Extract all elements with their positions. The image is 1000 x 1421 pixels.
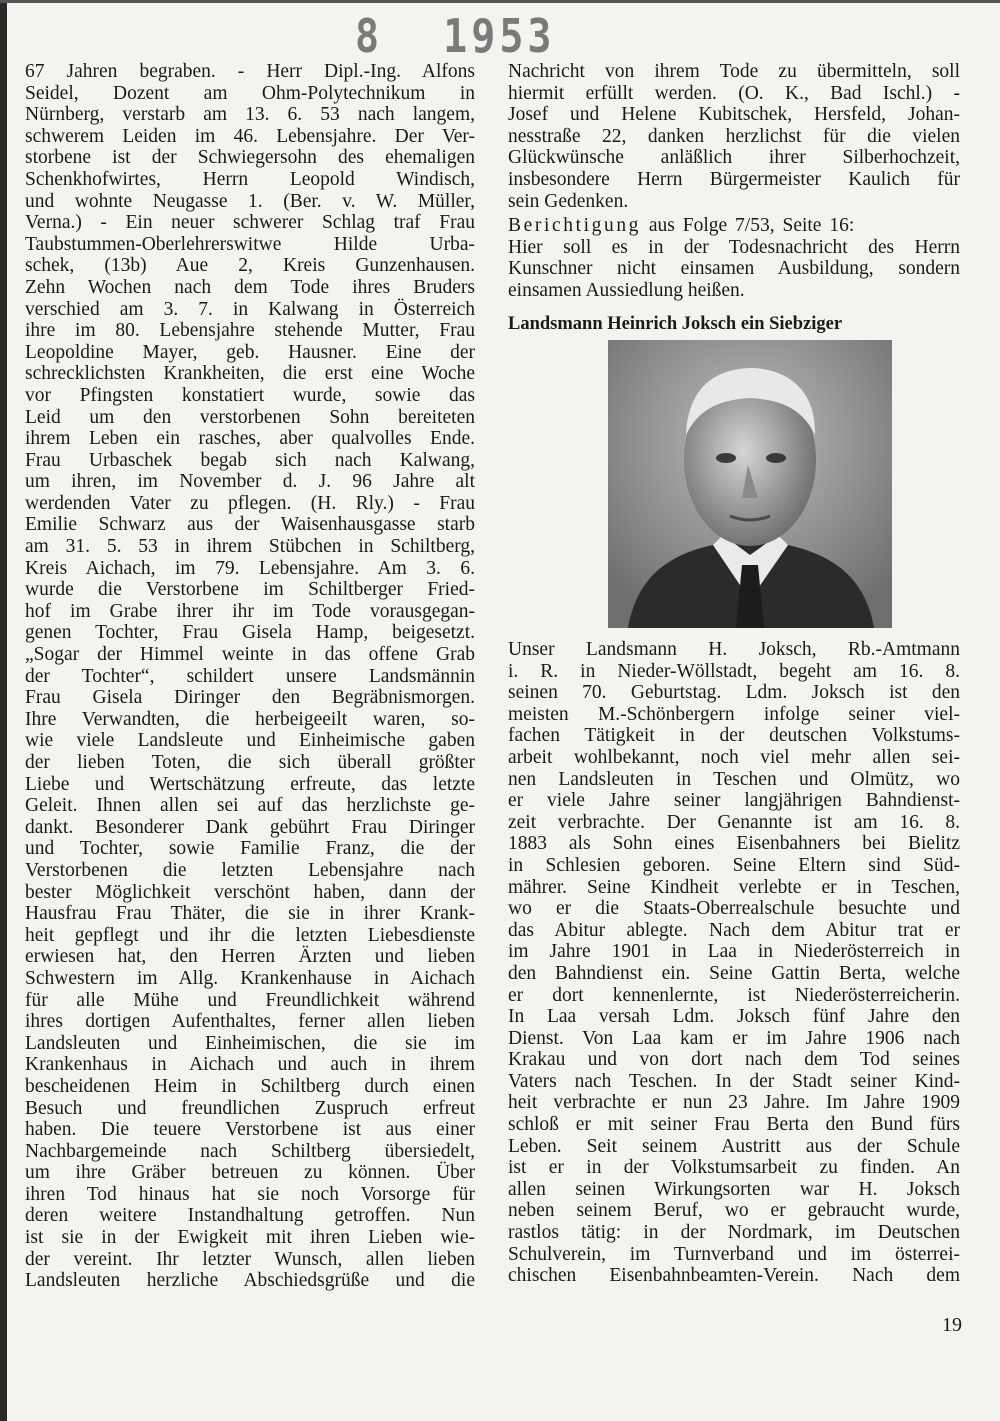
text-line: 67 Jahren begraben. - Herr Dipl.-Ing. Alfons: [25, 61, 475, 82]
text-line: am 31. 5. 53 in ihrem Stübchen in Schiltberg,: [25, 536, 475, 558]
text-line: Taubstummen-Oberlehrerswitwe Hilde Urba-: [25, 233, 475, 255]
text-line: den Bahndienst ein. Seine Gattin Berta, welche: [508, 962, 960, 984]
text-line: seinen 70. Geburtstag. Ldm. Joksch ist den: [508, 682, 960, 704]
text-line: schloß er mit seiner Frau Berta den Bund fürs: [508, 1114, 960, 1136]
text-line: in Schlesien geboren. Seine Eltern sind Süd-: [508, 854, 960, 876]
text-line: sein Gedenken.: [508, 190, 629, 212]
text-line: bester Möglichkeit verschönt haben, dann der: [25, 881, 475, 903]
text-line: Unser Landsmann H. Joksch, Rb.-Amtmann: [508, 639, 960, 660]
text-line: wo er die Staats-Oberrealschule besuchte und: [508, 898, 960, 920]
text-line: vor Pfingsten konstatiert wurde, sowie das: [25, 384, 475, 406]
text-line: hof im Grabe ihrer ihr im Tode vorausgegan-: [25, 600, 475, 622]
scan-edge-left: [0, 0, 7, 1421]
text-line: Nachbargemeinde nach Schiltberg übersiedelt,: [25, 1140, 475, 1162]
text-line: Besuch und freundlichen Zuspruch erfreut: [25, 1097, 475, 1119]
text-line: deren weitere Instandhaltung getroffen. Nun: [25, 1205, 475, 1227]
page-number: 19: [942, 1314, 962, 1336]
text-line: Hausfrau Frau Thäter, die sie in ihrer Krank-: [25, 903, 475, 925]
text-line: Hier soll es in der Todesnachricht des Herrn: [508, 236, 960, 258]
text-line: insbesondere Herrn Bürgermeister Kaulich für: [508, 168, 960, 190]
text-line: nesstraße 22, danken herzlichst für die vielen: [508, 125, 960, 147]
text-line: Kreis Aichach, im 79. Lebensjahre. Am 3. 6.: [25, 557, 475, 579]
text-line: Schulverein, im Turnverband und im österrei-: [508, 1243, 960, 1265]
text-line: Nachricht von ihrem Tode zu übermitteln, soll: [508, 61, 960, 82]
date-stamp: 8 1953: [355, 10, 556, 64]
text-line: Landsleuten herzliche Abschiedsgrüße und die: [25, 1270, 475, 1292]
text-line: Verna.) - Ein neuer schwerer Schlag traf Frau: [25, 212, 475, 234]
text-line: schek, (13b) Aue 2, Kreis Gunzenhausen.: [25, 255, 475, 277]
text-line: meisten M.-Schönbergern infolge seiner viel-: [508, 703, 960, 725]
text-line: der Tochter“, schildert unsere Landsmännin: [25, 665, 475, 687]
text-line: Kunschner nicht einsamen Ausbildung, sondern: [508, 258, 960, 280]
text-line: heit gepflegt und ihr die letzten Liebesdienste: [25, 924, 475, 946]
text-line: Landsleuten und Einheimischen, die sie im: [25, 1032, 475, 1054]
text-line: einsamen Aussiedlung heißen.: [508, 279, 745, 301]
text-line: storbene ist der Schwiegersohn des ehemaligen: [25, 147, 475, 169]
text-line: verschied am 3. 7. in Kalwang in Österreich: [25, 298, 475, 320]
text-line: haben. Die teuere Verstorbene ist aus einer: [25, 1119, 475, 1141]
text-line: 1883 als Sohn eines Eisenbahners bei Bielitz: [508, 833, 960, 855]
text-line: der lieben Toten, die sich überall größter: [25, 752, 475, 773]
text-line: um ihren, im November d. J. 96 Jahre alt: [25, 471, 475, 493]
text-line: und Tochter, sowie Familie Franz, die der: [25, 838, 475, 860]
notice-paragraph: [508, 61, 960, 212]
text-line: Leben. Seit seinem Austritt aus der Schule: [508, 1135, 960, 1157]
text-line: neben seinem Beruf, wo er gebraucht wurde,: [508, 1200, 960, 1222]
text-line: arbeit wohlbekannt, noch viel mehr allen sei-: [508, 746, 960, 768]
text-line: Josef und Helene Kubitschek, Hersfeld, Johan-: [508, 104, 960, 126]
text-line: Liebe und Wertschätzung erfreute, das letzte: [25, 773, 475, 795]
text-line: nen Landsleuten in Teschen und Olmütz, wo: [508, 768, 960, 790]
text-line: wie viele Landsleute und Einheimische gaben: [25, 730, 475, 752]
text-line: Vaters nach Teschen. In der Stadt seiner Kind-: [508, 1070, 960, 1092]
text-line: erwiesen hat, den Herren Ärzten und lieben: [25, 946, 475, 968]
text-line: er dort kennenlernte, ist Niederösterreicherin.: [508, 984, 960, 1006]
text-line: Schenkhofwirtes, Herrn Leopold Windisch,: [25, 168, 475, 190]
correction-paragraph: [508, 215, 960, 301]
text-line: genen Tochter, Frau Gisela Hamp, beigesetzt.: [25, 622, 475, 644]
correction-label: Berichtigung: [508, 215, 642, 237]
portrait-photo: [608, 340, 892, 628]
text-line: ihren Tod hinaus hat sie noch Vorsorge für: [25, 1183, 475, 1205]
text-line: In Laa versah Ldm. Joksch fünf Jahre den: [508, 1006, 960, 1028]
text-line: Ihre Verwandten, die herbeigeeilt waren, so-: [25, 708, 475, 730]
text-line: [508, 215, 960, 237]
text-line: chischen Eisenbahnbeamten-Verein. Nach dem: [508, 1265, 960, 1287]
text-line: werdenden Vater zu pflegen. (H. Rly.) - Frau: [25, 492, 475, 514]
text-line: „Sogar der Himmel weinte in das offene Grab: [25, 644, 475, 666]
text-line: schwerem Leiden im 46. Lebensjahre. Der Ver-: [25, 125, 475, 147]
text-line: hiermit erfüllt werden. (O. K., Bad Ischl.) -: [508, 82, 960, 104]
text-line: Emilie Schwarz aus der Waisenhausgasse starb: [25, 514, 475, 536]
text-line: ihrem Leben ein rasches, aber qualvolles Ende.: [25, 428, 475, 450]
text-line: Nürnberg, verstarb am 13. 6. 53 nach langem,: [25, 104, 475, 126]
right-column-top: [508, 61, 960, 341]
text-line: Zehn Wochen nach dem Tode ihres Bruders: [25, 276, 475, 298]
text-line: Krankenhaus in Aichach und auch in ihrem: [25, 1054, 475, 1076]
text-line: Leopoldine Mayer, geb. Hausner. Eine der: [25, 341, 475, 363]
text-line: Schwestern im Allg. Krankenhause in Aichach: [25, 967, 475, 989]
text-line: um ihre Gräber betreuen zu können. Über: [25, 1162, 475, 1184]
text-line: Frau Gisela Diringer den Begräbnismorgen.: [25, 687, 475, 709]
text-line: Glückwünsche anläßlich ihrer Silberhochzeit,: [508, 147, 960, 169]
text-line: ihres dortigen Aufenthaltes, ferner allen lieben: [25, 1011, 475, 1033]
text-line: Verstorbenen die letzten Lebensjahre nach: [25, 859, 475, 881]
text-line: zeit verbrachte. Der Genannte ist am 16. 8.: [508, 811, 960, 833]
text-line: ist er in der Volkstumsarbeit zu finden. An: [508, 1157, 960, 1179]
text-line: fachen Tätigkeit in der deutschen Volkstums-: [508, 725, 960, 747]
text-line: bescheidenen Heim in Schiltberg durch einen: [25, 1075, 475, 1097]
text-line: wurde die Verstorbene im Schiltberger Fried-: [25, 579, 475, 601]
text-line: Krakau und von dort nach dem Tod seines: [508, 1049, 960, 1071]
text-line: dankt. Besonderer Dank gebührt Frau Diringer: [25, 816, 475, 838]
article-body: [508, 639, 960, 1287]
text-line: Leid um den verstorbenen Sohn bereiteten: [25, 406, 475, 428]
text-line: allen seinen Wirkungsorten war H. Joksch: [508, 1178, 960, 1200]
correction-text: aus Folge 7/53, Seite 16:: [641, 215, 855, 237]
text-line: Dienst. Von Laa kam er im Jahre 1906 nach: [508, 1027, 960, 1049]
text-line: das Abitur ablegte. Nach dem Abitur trat er: [508, 919, 960, 941]
text-line: der vereint. Ihr letzter Wunsch, allen lieben: [25, 1248, 475, 1270]
left-column: [25, 61, 475, 1292]
article-heading: Landsmann Heinrich Joksch ein Siebziger: [508, 313, 843, 334]
text-line: Seidel, Dozent am Ohm-Polytechnikum in: [25, 82, 475, 104]
text-line: heit verbrachte er nun 23 Jahre. Im Jahre 1909: [508, 1092, 960, 1114]
text-line: schrecklichsten Krankheiten, die erst eine Woche: [25, 363, 475, 385]
text-line: Frau Urbaschek begab sich nach Kalwang,: [25, 449, 475, 471]
scan-edge-top: [0, 0, 1000, 3]
text-line: für alle Mühe und Freundlichkeit während: [25, 989, 475, 1011]
text-line: er viele Jahre seiner langjährigen Bahndienst-: [508, 790, 960, 812]
text-line: ihre im 80. Lebensjahre stehende Mutter, Frau: [25, 320, 475, 342]
text-line: und wohnte Neugasse 1. (Ber. v. W. Müller,: [25, 190, 475, 212]
text-line: mährer. Seine Kindheit verlebte er in Teschen,: [508, 876, 960, 898]
text-line: im Jahre 1901 in Laa in Niederösterreich in: [508, 941, 960, 963]
text-line: ist sie in der Ewigkeit mit ihren Lieben wie-: [25, 1227, 475, 1249]
text-line: i. R. in Nieder-Wöllstadt, begeht am 16. 8.: [508, 660, 960, 682]
text-line: rastlos tätig: in der Nordmark, im Deutschen: [508, 1222, 960, 1244]
text-line: Geleit. Ihnen allen sei auf das herzlichste ge-: [25, 795, 475, 817]
